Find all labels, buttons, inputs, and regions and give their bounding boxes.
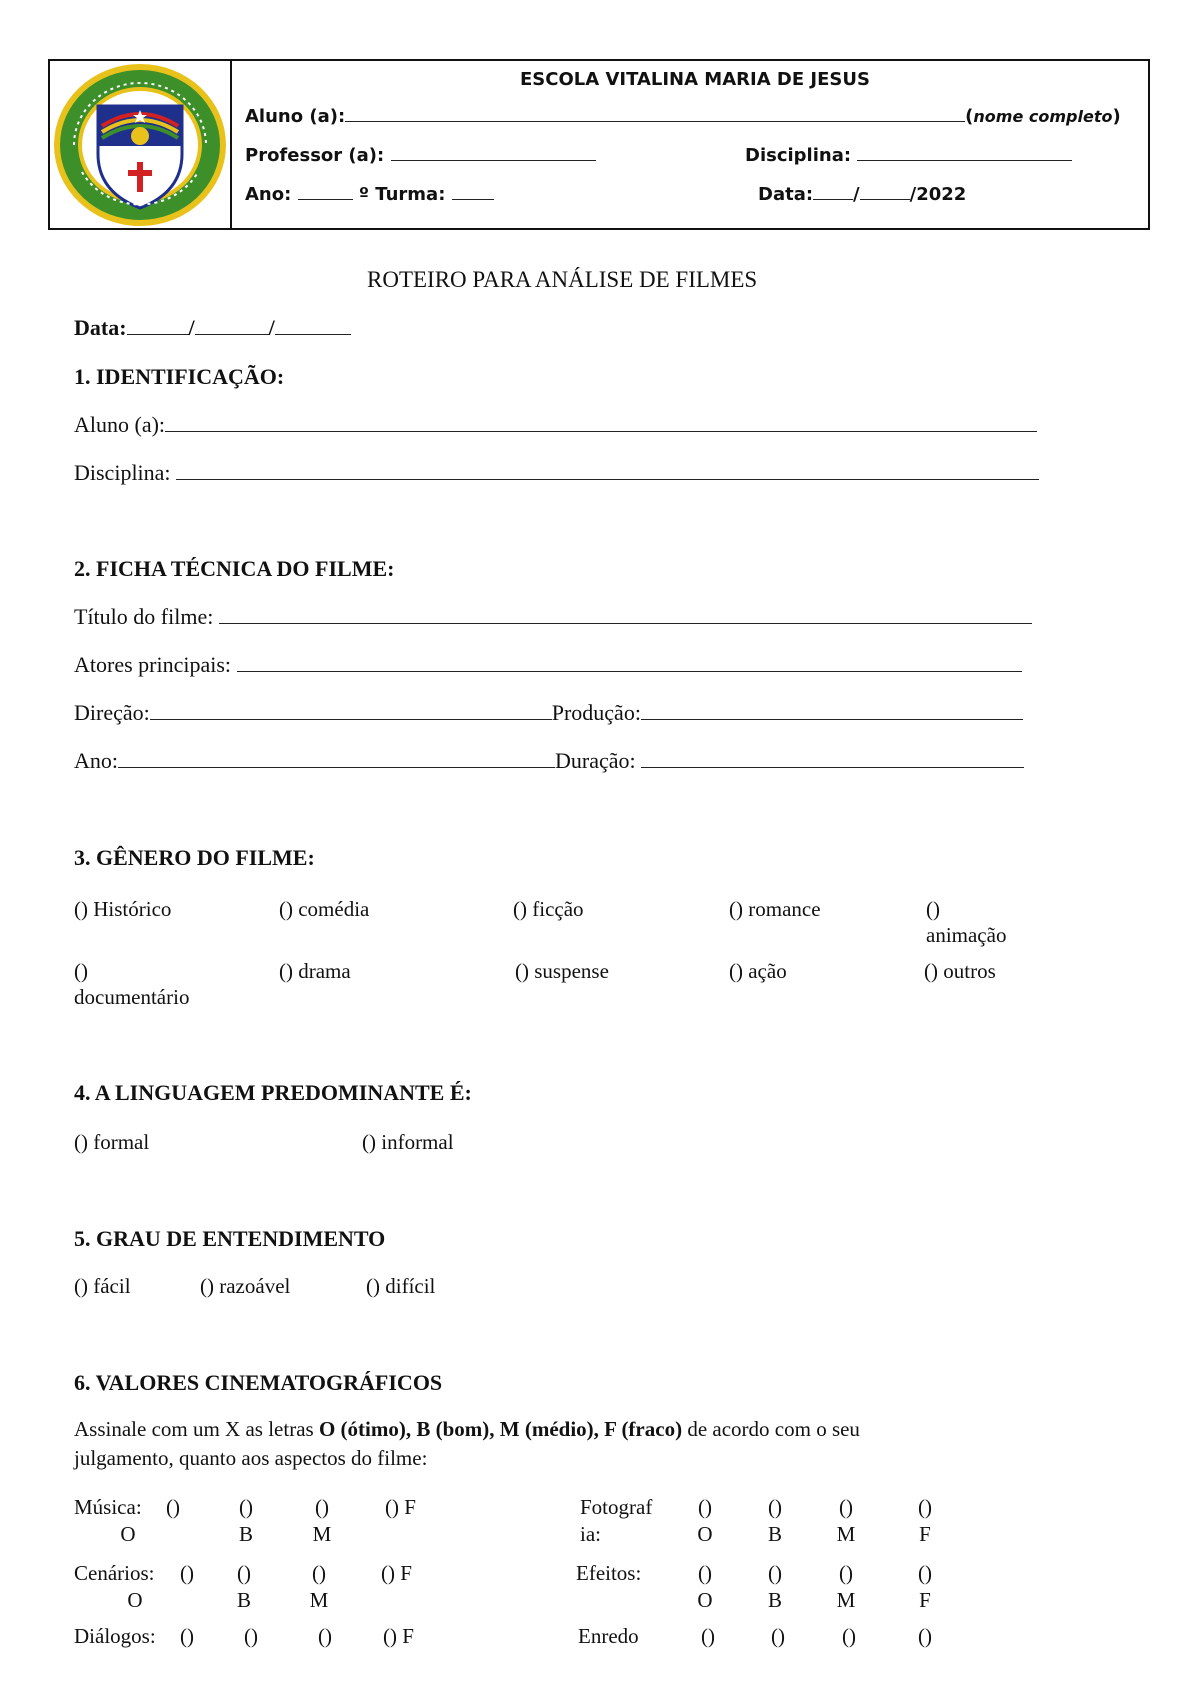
rating-effects-b-letter: B <box>767 1588 782 1612</box>
rating-photo-m[interactable]: () <box>839 1495 853 1519</box>
rating-effects-f-letter: F <box>919 1588 931 1612</box>
rating-music-f[interactable]: () F <box>385 1495 416 1519</box>
genre-documentario-label: documentário <box>74 985 190 1009</box>
rating-effects-o-letter: O <box>697 1588 713 1612</box>
header-student-row: Aluno (a): (nome completo) <box>245 106 1121 127</box>
language-formal[interactable]: () formal <box>74 1130 150 1154</box>
section6-intro-line2: julgamento, quanto aos aspectos do filme: <box>74 1446 428 1470</box>
rating-photo-m-letter: M <box>836 1522 856 1546</box>
intro-scale: O (ótimo), B (bom), M (médio), F (fraco) <box>318 1417 683 1441</box>
student-label: Aluno (a): <box>74 412 166 437</box>
header-subject-row <box>745 145 1072 166</box>
header-date-day[interactable] <box>813 199 853 200</box>
rating-plot-b[interactable]: () <box>771 1624 785 1648</box>
header-teacher-label: Professor (a): <box>245 145 385 166</box>
header-subject-field[interactable] <box>857 160 1072 161</box>
rating-sets-label: Cenários: <box>74 1561 155 1585</box>
genre-suspense[interactable]: () suspense <box>515 959 609 983</box>
intro-text-end: de acordo com o seu <box>682 1417 860 1441</box>
rating-sets-b[interactable]: () <box>237 1561 251 1585</box>
genre-acao[interactable]: () ação <box>729 959 787 983</box>
rating-effects-o[interactable]: () <box>698 1561 712 1585</box>
header-box <box>48 59 1150 230</box>
rating-plot-f[interactable]: () <box>918 1624 932 1648</box>
genre-historico[interactable]: () Histórico <box>74 897 172 921</box>
school-logo-cell <box>50 61 232 228</box>
date-sep: / <box>268 315 275 340</box>
subject-field[interactable] <box>176 479 1039 480</box>
direction-label: Direção: <box>74 700 150 725</box>
direction-row <box>74 700 1023 726</box>
rating-effects-b[interactable]: () <box>768 1561 782 1585</box>
intro-text: Assinale com um X as letras <box>74 1417 319 1441</box>
rating-dialogues-f[interactable]: () F <box>383 1624 414 1648</box>
date-day-field[interactable] <box>127 334 189 335</box>
film-title-label: Título do filme: <box>74 604 214 629</box>
rating-sets-o-letter: O <box>127 1588 143 1612</box>
actors-field[interactable] <box>237 671 1022 672</box>
rating-plot-o[interactable]: () <box>701 1624 715 1648</box>
rating-music-label: Música: <box>74 1495 142 1519</box>
header-class-field[interactable] <box>452 199 494 200</box>
actors-label: Atores principais: <box>74 652 232 677</box>
genre-ficcao[interactable]: () ficção <box>513 897 584 921</box>
section5-heading: 5. GRAU DE ENTENDIMENTO <box>74 1226 386 1251</box>
rating-effects-m[interactable]: () <box>839 1561 853 1585</box>
header-date-label: Data: <box>758 184 814 205</box>
rating-music-o-letter: O <box>120 1522 136 1546</box>
header-student-field[interactable] <box>345 121 965 122</box>
genre-outros[interactable]: () outros <box>924 959 996 983</box>
rating-music-m[interactable]: () <box>315 1495 329 1519</box>
understanding-hard[interactable]: () difícil <box>366 1274 436 1298</box>
section6-intro-line1 <box>74 1417 860 1442</box>
understanding-reasonable[interactable]: () razoável <box>200 1274 291 1298</box>
section1-student-row <box>74 412 1037 438</box>
header-year-row <box>245 184 494 205</box>
rating-dialogues-o[interactable]: () <box>180 1624 194 1648</box>
direction-field[interactable] <box>150 719 552 720</box>
rating-sets-m-letter: M <box>309 1588 329 1612</box>
film-title-field[interactable] <box>219 623 1032 624</box>
rating-effects-m-letter: M <box>836 1588 856 1612</box>
rating-music-m-letter: M <box>312 1522 332 1546</box>
header-date-month[interactable] <box>860 199 910 200</box>
rating-photo-f[interactable]: () <box>918 1495 932 1519</box>
language-informal[interactable]: () informal <box>362 1130 454 1154</box>
rating-photo-b-letter: B <box>767 1522 782 1546</box>
rating-plot-label: Enredo <box>578 1624 639 1648</box>
date-label: Data: <box>74 315 127 340</box>
film-year-label: Ano: <box>74 748 118 773</box>
rating-dialogues-m[interactable]: () <box>318 1624 332 1648</box>
page-title: ROTEIRO PARA ANÁLISE DE FILMES <box>367 267 758 292</box>
section2-heading: 2. FICHA TÉCNICA DO FILME: <box>74 556 395 581</box>
rating-music-b[interactable]: () <box>239 1495 253 1519</box>
section1-heading: 1. IDENTIFICAÇÃO: <box>74 364 285 389</box>
date-month-field[interactable] <box>195 334 269 335</box>
header-teacher-row <box>245 145 596 166</box>
duration-field[interactable] <box>641 767 1024 768</box>
genre-comedia[interactable]: () comédia <box>279 897 370 921</box>
rating-music-b-letter: B <box>238 1522 253 1546</box>
rating-dialogues-label: Diálogos: <box>74 1624 156 1648</box>
rating-sets-b-letter: B <box>236 1588 251 1612</box>
school-name: ESCOLA VITALINA MARIA DE JESUS <box>520 69 870 90</box>
header-student-label: Aluno (a): <box>245 106 346 127</box>
rating-effects-f[interactable]: () <box>918 1561 932 1585</box>
rating-effects-label: Efeitos: <box>576 1561 642 1585</box>
school-emblem-icon <box>52 62 228 227</box>
section1-subject-row <box>74 460 1039 486</box>
rating-music-o[interactable]: () <box>166 1495 180 1519</box>
header-year-label: Ano: <box>245 184 292 205</box>
genre-animacao-box[interactable]: () <box>926 897 940 921</box>
student-field[interactable] <box>165 431 1037 432</box>
rating-dialogues-b[interactable]: () <box>244 1624 258 1648</box>
header-date-year: /2022 <box>909 184 967 205</box>
date-sep: / <box>188 315 195 340</box>
rating-sets-m[interactable]: () <box>312 1561 326 1585</box>
genre-documentario-box[interactable]: () <box>74 959 88 983</box>
production-field[interactable] <box>641 719 1023 720</box>
date-year-field[interactable] <box>275 334 351 335</box>
production-label: Produção: <box>551 700 641 725</box>
header-subject-label: Disciplina: <box>745 145 852 166</box>
rating-sets-f[interactable]: () F <box>381 1561 412 1585</box>
rating-photo-o-letter: O <box>697 1522 713 1546</box>
film-year-field[interactable] <box>118 767 555 768</box>
rating-photo-label-cont: ia: <box>580 1522 601 1546</box>
section4-heading: 4. A LINGUAGEM PREDOMINANTE É: <box>74 1080 472 1105</box>
section3-heading: 3. GÊNERO DO FILME: <box>74 845 315 870</box>
understanding-easy[interactable]: () fácil <box>74 1274 131 1298</box>
date-line <box>74 315 351 341</box>
actors-row <box>74 652 1022 678</box>
year-duration-row <box>74 748 1024 774</box>
fullname-hint: nome completo <box>973 107 1113 126</box>
genre-animacao-label: animação <box>926 923 1007 947</box>
genre-romance[interactable]: () romance <box>729 897 821 921</box>
film-title-row <box>74 604 1032 630</box>
rating-photo-b[interactable]: () <box>768 1495 782 1519</box>
section6-heading: 6. VALORES CINEMATOGRÁFICOS <box>74 1370 443 1395</box>
header-teacher-field[interactable] <box>391 160 596 161</box>
rating-photo-label: Fotograf <box>580 1495 653 1519</box>
header-date-row: Data: / /2022 <box>758 184 967 205</box>
subject-label: Disciplina: <box>74 460 171 485</box>
header-class-label: º Turma: <box>358 184 446 205</box>
header-year-field[interactable] <box>298 199 353 200</box>
genre-drama[interactable]: () drama <box>279 959 351 983</box>
rating-photo-o[interactable]: () <box>698 1495 712 1519</box>
rating-sets-o[interactable]: () <box>180 1561 194 1585</box>
rating-photo-f-letter: F <box>919 1522 931 1546</box>
rating-plot-m[interactable]: () <box>842 1624 856 1648</box>
duration-label: Duração: <box>555 748 636 773</box>
